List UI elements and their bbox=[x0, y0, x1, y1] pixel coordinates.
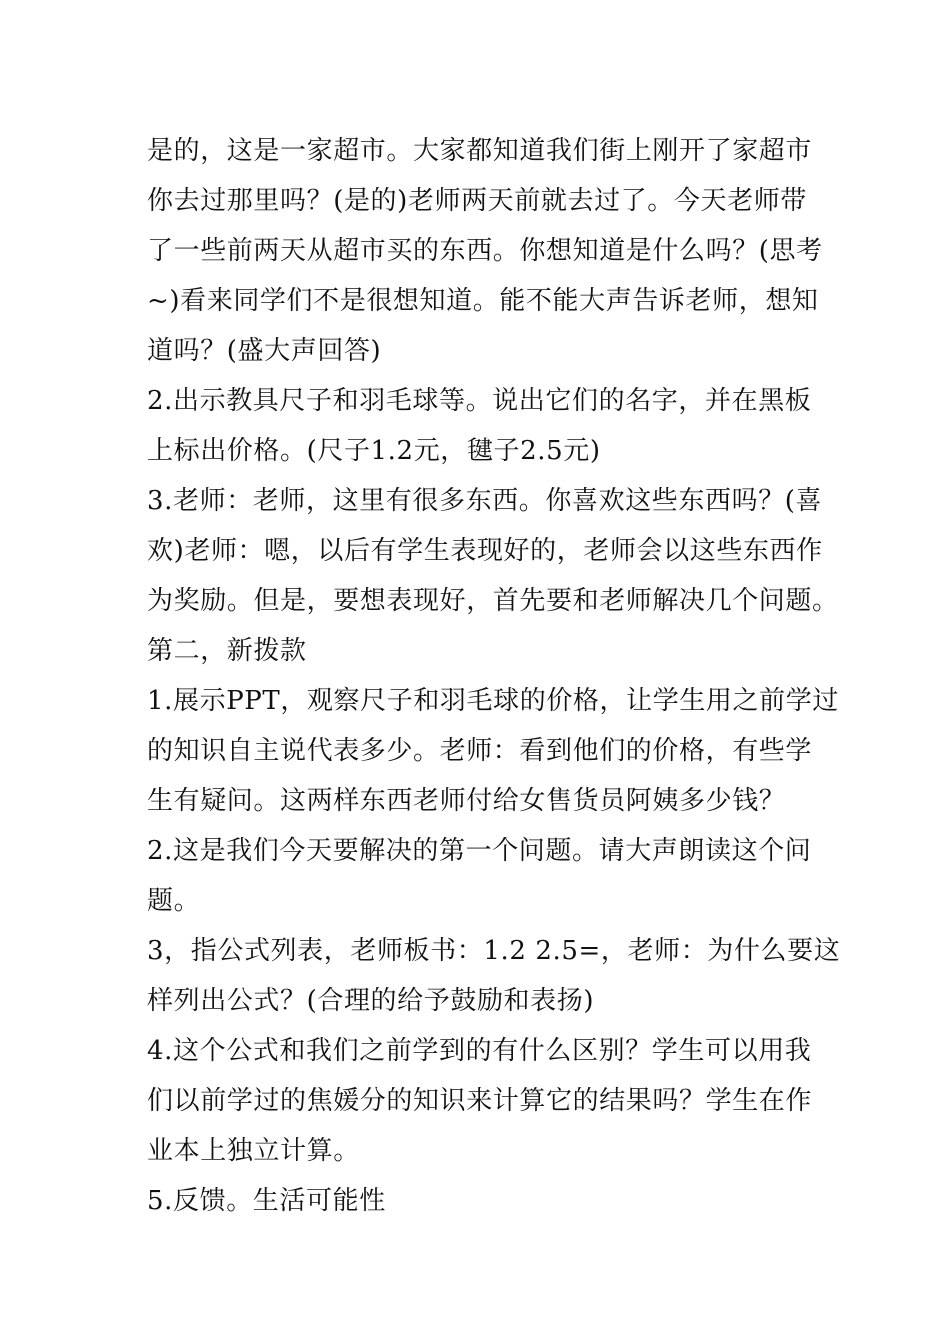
text-line: 样列出公式？(合理的给予鼓励和表扬) bbox=[147, 986, 595, 1016]
text-line: ~)看来同学们不是很想知道。能不能大声告诉老师，想知 bbox=[147, 286, 819, 316]
text-line: 了一些前两天从超市买的东西。你想知道是什么吗？(思考 bbox=[147, 236, 823, 266]
text-line: 题。 bbox=[147, 886, 201, 916]
text-line: 你去过那里吗？(是的)老师两天前就去过了。今天老师带 bbox=[147, 186, 807, 216]
text-line: 是的，这是一家超市。大家都知道我们街上刚开了家超市 bbox=[147, 136, 813, 166]
text-line: 为奖励。但是，要想表现好，首先要和老师解决几个问题。 bbox=[147, 586, 839, 616]
text-line: 2.出示教具尺子和羽毛球等。说出它们的名字，并在黑板 bbox=[147, 386, 812, 416]
text-line: 4.这个公式和我们之前学到的有什么区别？学生可以用我 bbox=[147, 1036, 812, 1066]
text-line: 道吗？(盛大声回答) bbox=[147, 336, 382, 366]
text-line: 生有疑问。这两样东西老师付给女售货员阿姨多少钱？ bbox=[147, 786, 786, 816]
text-line: 3，指公式列表，老师板书：1.2 2.5=，老师：为什么要这 bbox=[147, 936, 841, 966]
text-line: 2.这是我们今天要解决的第一个问题。请大声朗读这个问 bbox=[147, 836, 812, 866]
text-line: 1.展示PPT，观察尺子和羽毛球的价格，让学生用之前学过 bbox=[147, 686, 839, 716]
text-line: 的知识自主说代表多少。老师：看到他们的价格，有些学 bbox=[147, 736, 813, 766]
text-line: 3.老师：老师，这里有很多东西。你喜欢这些东西吗？(喜 bbox=[147, 486, 823, 516]
text-line: 5.反馈。生活可能性 bbox=[147, 1186, 386, 1216]
text-line: 业本上独立计算。 bbox=[147, 1136, 360, 1166]
text-line: 欢)老师：嗯，以后有学生表现好的，老师会以这些东西作 bbox=[147, 536, 823, 566]
text-line: 们以前学过的焦媛分的知识来计算它的结果吗？学生在作 bbox=[147, 1086, 813, 1116]
text-line: 上标出价格。(尺子1.2元，毽子2.5元) bbox=[147, 436, 601, 466]
section-heading: 第二，新拨款 bbox=[147, 636, 307, 666]
